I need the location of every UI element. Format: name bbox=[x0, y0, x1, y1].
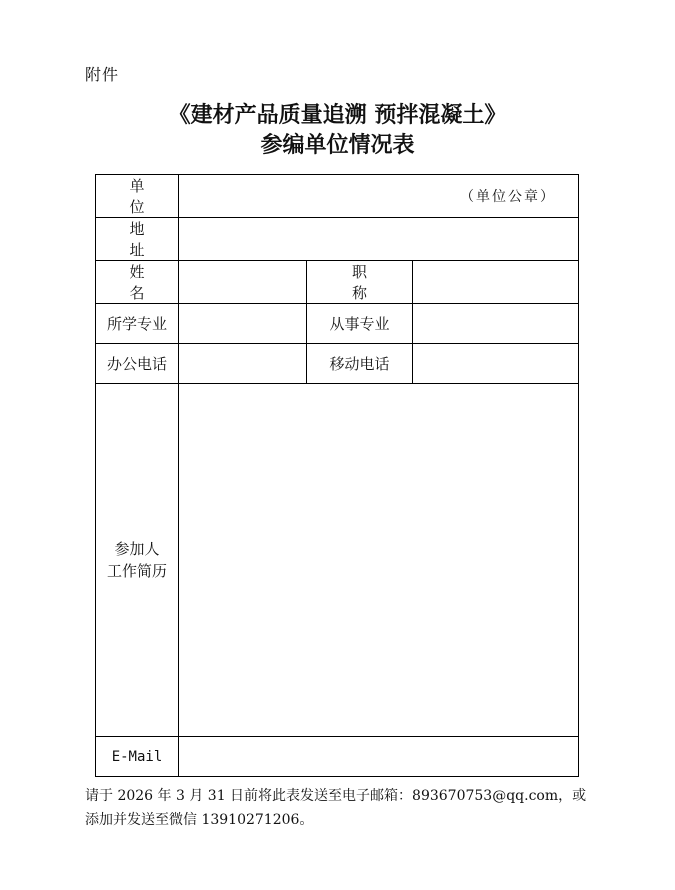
address-label: 地 址 bbox=[96, 218, 179, 261]
email-label: E-Mail bbox=[96, 737, 179, 777]
title-field[interactable] bbox=[413, 261, 579, 304]
unit-seal-note: （单位公章） bbox=[460, 189, 557, 205]
email-row bbox=[96, 737, 579, 777]
resume-label-line1: 参加人 bbox=[114, 540, 160, 558]
resume-row bbox=[96, 384, 579, 737]
address-field[interactable] bbox=[179, 218, 579, 261]
resume-label-line2: 工作简历 bbox=[106, 562, 167, 580]
major-field[interactable] bbox=[179, 304, 307, 344]
name-label: 姓 名 bbox=[96, 261, 179, 304]
work-major-field[interactable] bbox=[413, 304, 579, 344]
phone-row bbox=[96, 344, 579, 384]
registration-form-table bbox=[95, 174, 579, 777]
unit-label: 单 位 bbox=[96, 175, 179, 218]
mobile-label: 移动电话 bbox=[307, 344, 413, 384]
unit-row bbox=[96, 175, 579, 218]
address-row bbox=[96, 218, 579, 261]
footer-note-line1: 请于 2026 年 3 月 31 日前将此表发送至电子邮箱：893670753@qq.com，或 bbox=[85, 788, 587, 804]
unit-field[interactable] bbox=[179, 175, 579, 218]
major-label: 所学专业 bbox=[96, 304, 179, 344]
name-row bbox=[96, 261, 579, 304]
resume-field[interactable] bbox=[179, 384, 579, 737]
work-major-label: 从事专业 bbox=[307, 304, 413, 344]
office-phone-field[interactable] bbox=[179, 344, 307, 384]
title-label: 职 称 bbox=[307, 261, 413, 304]
resume-label bbox=[96, 384, 179, 737]
footer-note-line2: 添加并发送至微信 13910271206。 bbox=[85, 812, 314, 828]
footer-note bbox=[85, 784, 605, 832]
document-subtitle: 参编单位情况表 bbox=[260, 133, 415, 158]
attachment-label: 附件 bbox=[85, 65, 120, 84]
major-row bbox=[96, 304, 579, 344]
name-field[interactable] bbox=[179, 261, 307, 304]
email-field[interactable] bbox=[179, 737, 579, 777]
office-phone-label: 办公电话 bbox=[96, 344, 179, 384]
mobile-field[interactable] bbox=[413, 344, 579, 384]
document-title: 《建材产品质量追溯 预拌混凝土》 bbox=[168, 103, 507, 128]
